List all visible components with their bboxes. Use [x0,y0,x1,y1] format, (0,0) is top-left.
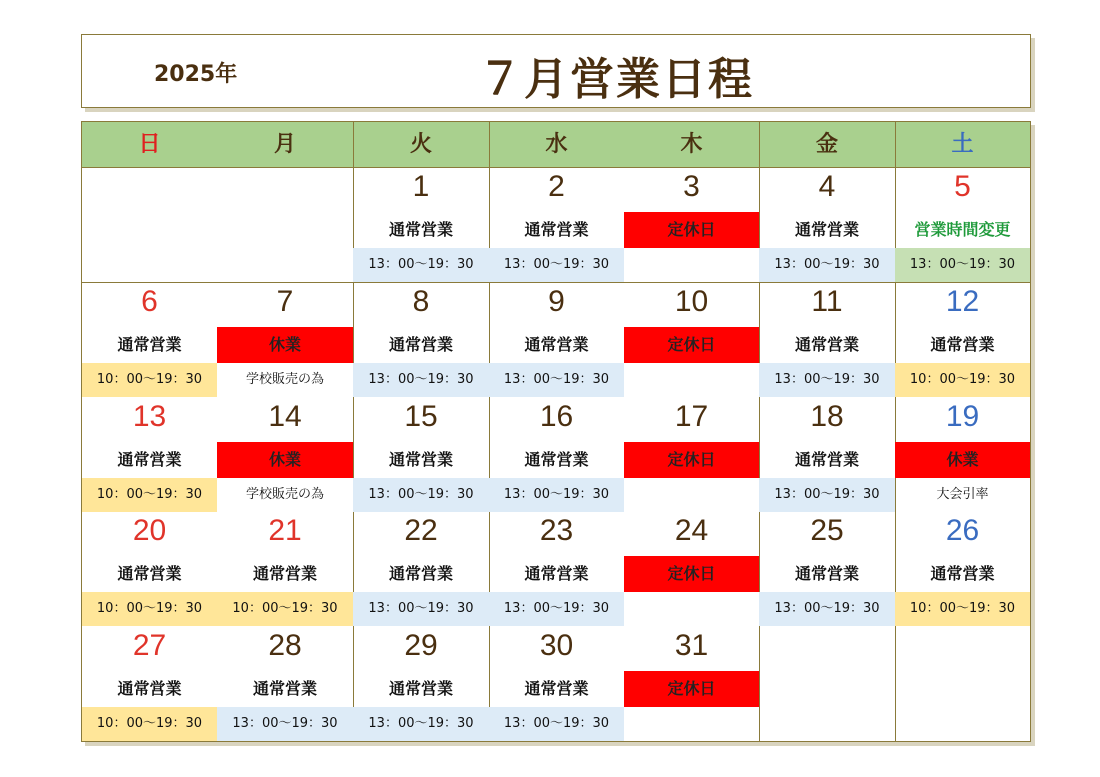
day-number: 10 [674,284,709,318]
day-hours: 13：00～19：30 [489,478,624,512]
day-cell [353,512,489,626]
day-number: 7 [276,284,294,318]
day-status: 通常営業 [930,564,995,584]
day-number: 19 [945,399,980,433]
day-status: 通常営業 [117,564,182,584]
day-number: 4 [818,170,836,203]
day-hours: 13：00～19：30 [353,707,489,741]
day-cell [217,627,353,741]
day-cell [759,283,895,397]
day-status: 通常営業 [117,334,182,354]
day-hours [624,248,759,282]
day-status: 通常営業 [524,564,589,584]
day-number: 16 [539,399,574,433]
weekday-4: 木 [680,132,703,157]
day-number: 3 [683,170,700,203]
day-cell [624,283,759,397]
day-number: 12 [945,284,980,318]
year-label: 2025年 [154,62,238,87]
day-status: 通常営業 [388,449,453,469]
day-status: 定休日 [624,671,759,707]
weekday-2: 火 [409,132,432,157]
day-number: 6 [141,284,158,318]
day-status: 通常営業 [794,564,859,584]
day-hours [624,478,759,512]
day-cell [353,627,489,741]
weekday-6: 土 [951,132,974,157]
day-hours [624,363,759,397]
day-hours: 学校販売の為 [245,486,324,502]
day-hours: 13：00～19：30 [353,592,489,626]
day-hours: 13：00～19：30 [759,248,895,282]
day-cell [353,168,489,282]
day-number: 8 [412,284,430,318]
day-status: 通常営業 [117,449,182,469]
day-hours: 13：00～19：30 [489,707,624,741]
day-hours: 13：00～19：30 [353,363,489,397]
day-number: 24 [674,514,709,548]
day-cell [624,398,759,512]
day-hours [624,707,759,741]
day-cell [82,398,217,512]
day-cell [353,283,489,397]
day-number: 29 [404,629,438,663]
day-hours: 13：00～19：30 [489,248,624,282]
day-cell [624,627,759,741]
day-cell [895,512,1030,626]
day-status: 休業 [217,327,353,363]
day-status: 通常営業 [794,334,859,354]
day-cell [489,627,624,741]
day-hours: 10：00～19：30 [82,592,217,626]
calendar-header [81,34,1031,108]
day-status: 通常営業 [794,220,859,239]
day-status: 通常営業 [930,334,995,354]
calendar-grid [81,121,1031,742]
day-number: 20 [132,514,167,548]
day-cell [217,512,353,626]
day-cell [624,168,759,282]
day-cell [895,283,1030,397]
day-hours: 学校販売の為 [245,371,324,387]
day-hours: 13：00～19：30 [217,707,353,741]
day-number: 26 [945,514,980,548]
day-status: 通常営業 [252,564,317,584]
day-status: 通常営業 [794,449,859,469]
day-status: 通常営業 [524,220,589,239]
day-status: 休業 [217,442,353,478]
day-cell [759,512,895,626]
day-cell [489,283,624,397]
day-status: 定休日 [624,212,759,248]
day-number: 30 [539,629,574,663]
weekday-1: 月 [273,132,296,157]
day-number: 14 [268,399,302,433]
day-number: 21 [268,514,302,548]
day-number: 13 [132,399,167,433]
day-hours: 13：00～19：30 [489,592,624,626]
day-cell [624,512,759,626]
day-hours: 13：00～19：30 [353,248,489,282]
day-status: 定休日 [624,327,759,363]
day-hours: 13：00～19：30 [895,248,1030,282]
day-status: 定休日 [624,556,759,592]
day-status: 通常営業 [117,679,182,699]
day-cell [489,398,624,512]
day-number: 2 [548,170,565,203]
day-number: 15 [404,399,438,433]
day-cell [82,512,217,626]
day-cell [895,398,1030,512]
day-status: 通常営業 [388,679,453,699]
day-cell [489,512,624,626]
day-hours: 10：00～19：30 [82,363,217,397]
day-number: 5 [954,170,971,203]
day-hours: 13：00～19：30 [759,363,895,397]
day-status: 通常営業 [388,220,453,239]
day-cell [82,627,217,741]
day-cell [217,283,353,397]
day-number: 28 [268,629,302,663]
day-hours: 10：00～19：30 [82,707,217,741]
day-number: 23 [539,514,574,548]
day-hours: 10：00～19：30 [82,478,217,512]
day-hours: 13：00～19：30 [489,363,624,397]
day-status: 休業 [895,442,1030,478]
day-cell [759,168,895,282]
day-hours: 10：00～19：30 [895,592,1030,626]
day-cell [759,398,895,512]
day-status: 通常営業 [524,334,589,354]
day-number: 25 [810,514,844,548]
day-number: 1 [412,170,430,203]
day-status: 通常営業 [524,449,589,469]
day-number: 17 [674,399,709,433]
day-hours: 13：00～19：30 [759,478,895,512]
weekday-0: 日 [138,132,161,157]
day-number: 18 [810,399,844,433]
day-cell [82,283,217,397]
day-number: 9 [548,284,565,318]
day-hours: 13：00～19：30 [759,592,895,626]
day-cell [217,398,353,512]
weekday-3: 水 [545,132,568,157]
day-cell [895,168,1030,282]
day-number: 11 [811,284,843,318]
day-hours [624,592,759,626]
day-status: 通常営業 [388,334,453,354]
day-cell [489,168,624,282]
day-hours: 13：00～19：30 [353,478,489,512]
day-number: 22 [404,514,438,548]
day-number: 27 [132,629,167,663]
day-number: 31 [674,629,709,663]
weekday-5: 金 [815,132,838,157]
day-hours: 10：00～19：30 [895,363,1030,397]
day-status: 営業時間変更 [914,220,1011,239]
weekday-header-row [82,122,1030,168]
day-status: 通常営業 [388,564,453,584]
page-title: ７月営業日程 [478,54,754,105]
day-status: 通常営業 [252,679,317,699]
day-hours: 10：00～19：30 [217,592,353,626]
day-status: 通常営業 [524,679,589,699]
day-status: 定休日 [624,442,759,478]
day-cell [353,398,489,512]
day-hours: 大会引率 [936,486,989,502]
